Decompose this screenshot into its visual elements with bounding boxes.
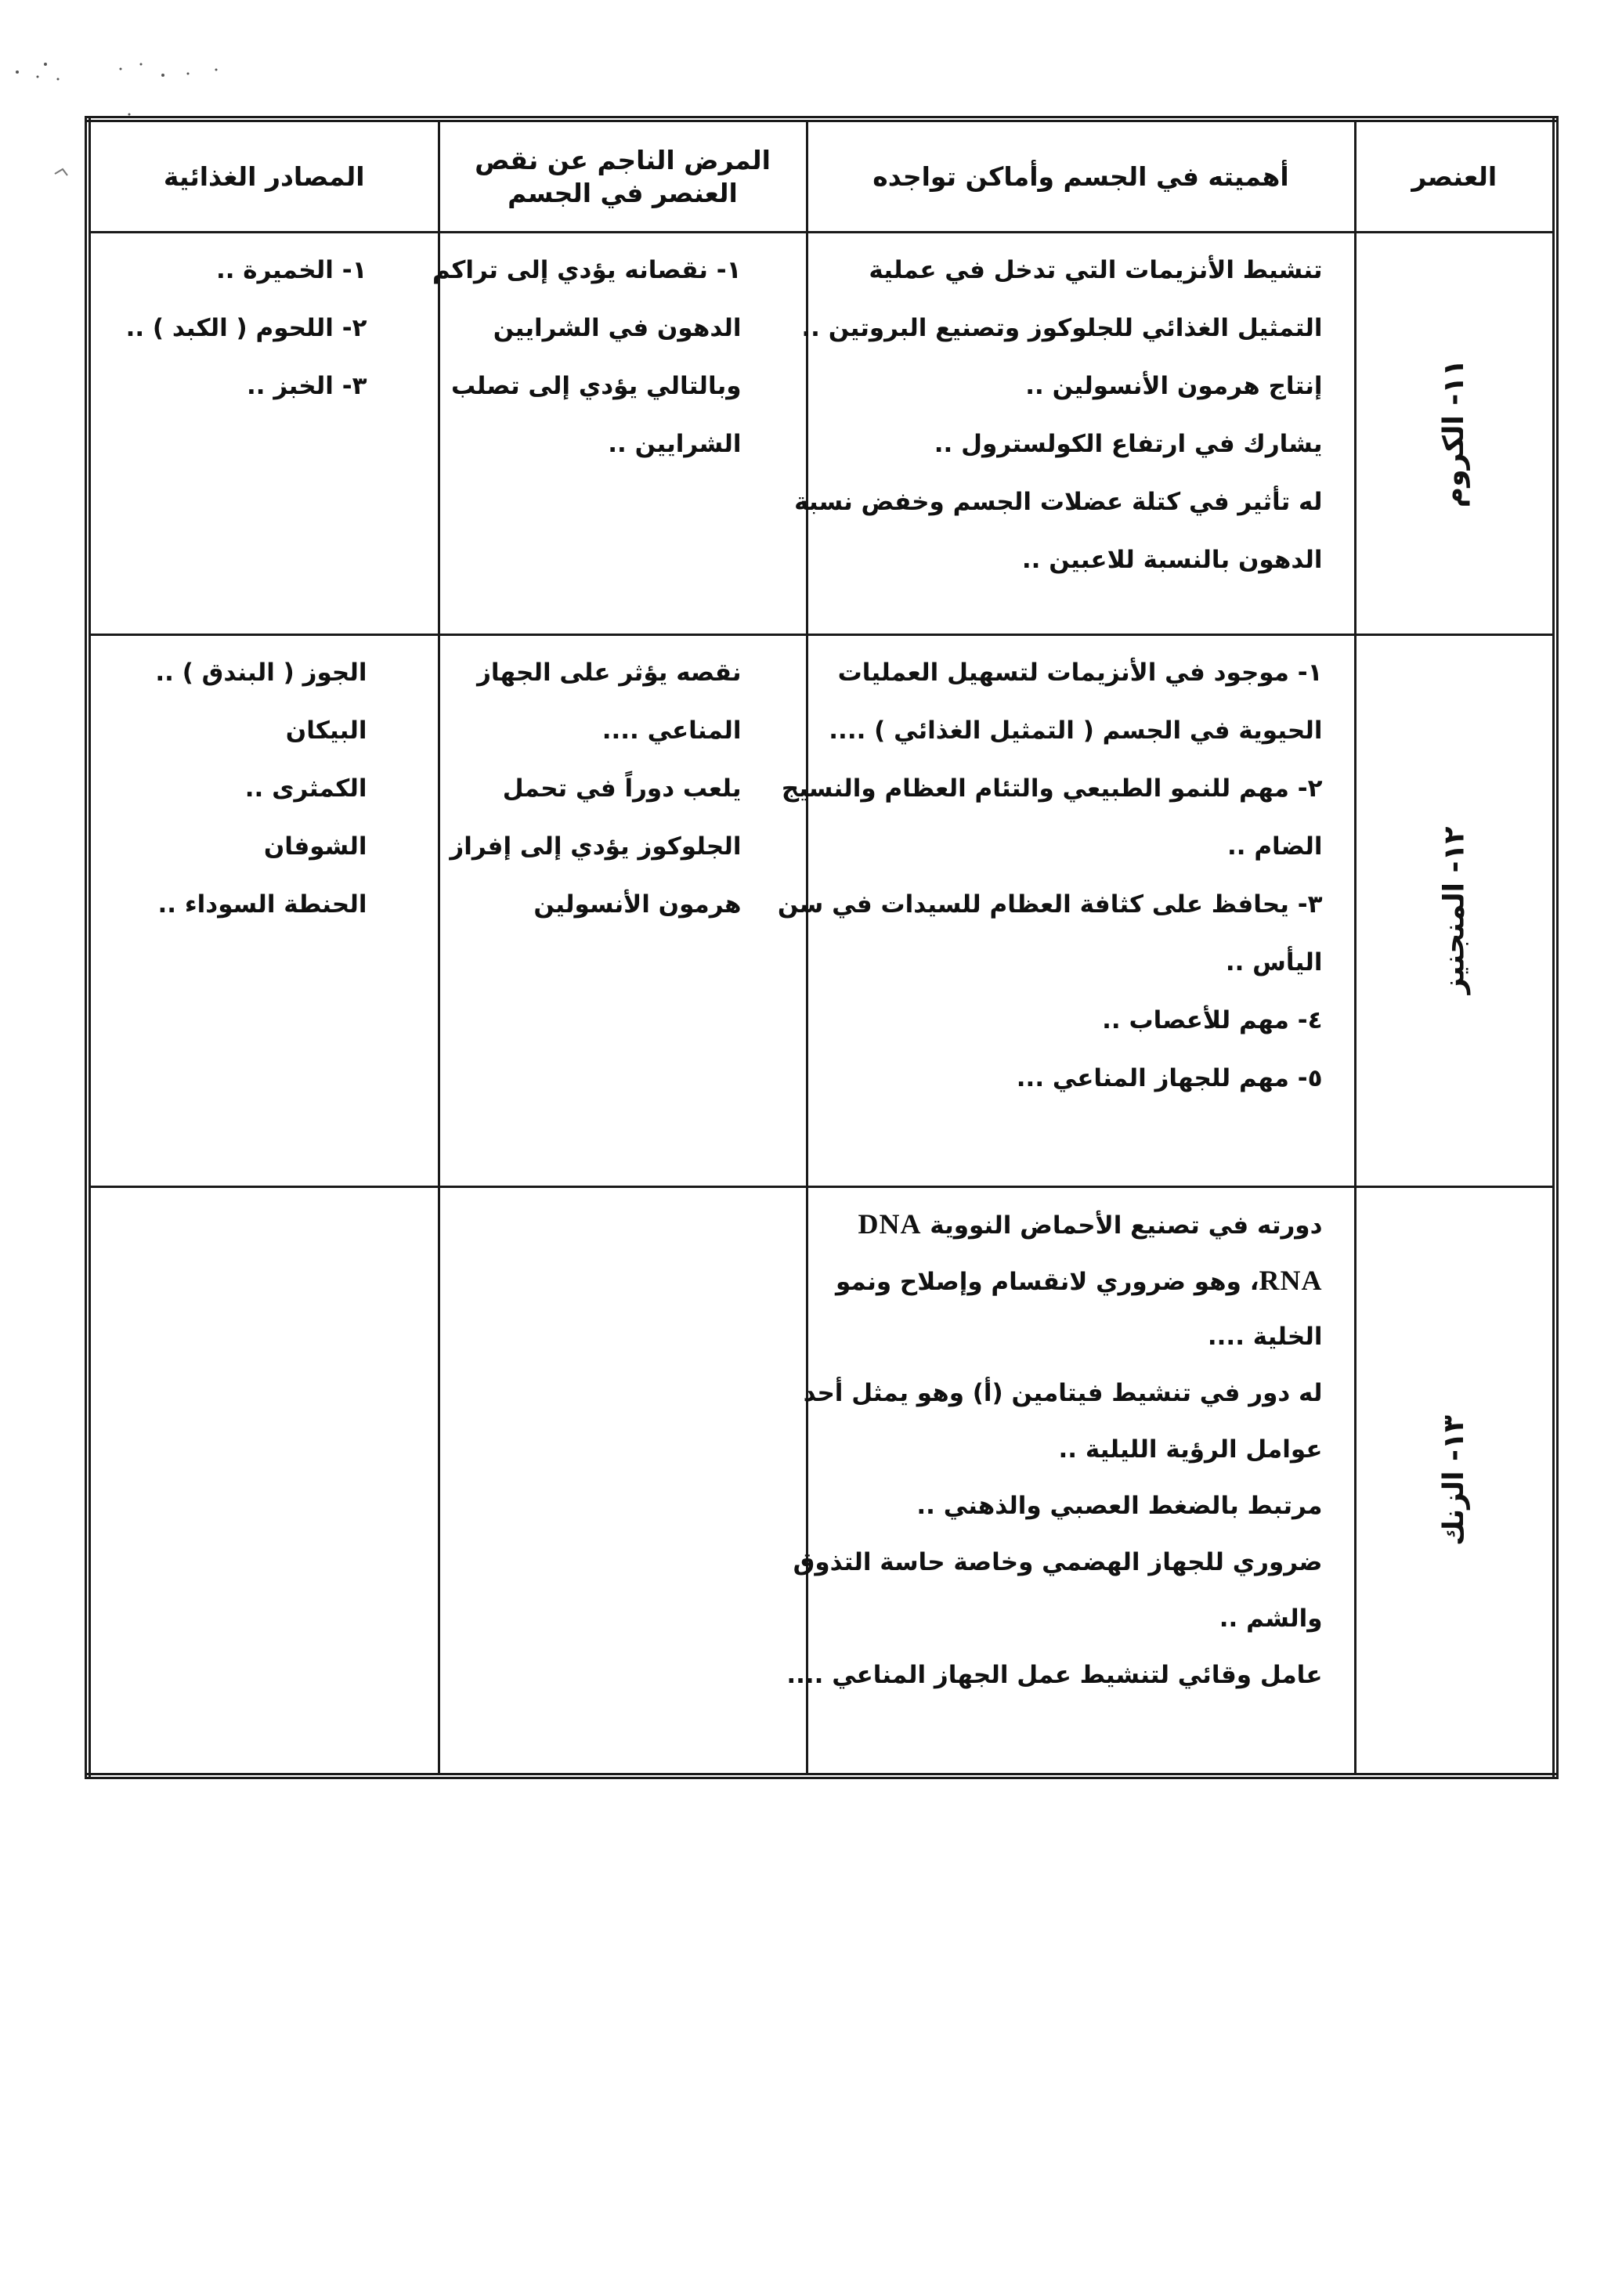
disease-line: الدهون في الشرايين [493,314,742,343]
disease-line: ١- نقصانه يؤدي إلى تراكم [432,256,742,285]
sources-list [91,233,438,415]
importance-line: إنتاج هرمون الأنسولين .. [1025,372,1323,401]
importance-text: ، وهو ضروري لانقسام وإصلاح ونمو [835,1267,1259,1296]
importance-line [818,1252,1323,1309]
importance-line: والشم .. [1219,1604,1323,1633]
source-line: الحنطة السوداء .. [157,890,367,919]
trace-elements-table [85,116,1559,1779]
sources-cell [88,1186,439,1776]
disease-cell [432,233,807,635]
importance-cell [794,233,1355,635]
header-sources: المصادر الغذائية [88,119,439,233]
importance-line: يشارك في ارتفاع الكولسترول .. [934,430,1323,459]
header-disease: المرض الناجم عن نقص العنصر في الجسم [439,119,807,233]
source-line: ٢- اللحوم ( الكبد ) .. [125,314,367,343]
disease-line: يلعب دوراً في تحمل [502,774,742,803]
source-line: ٣- الخبز .. [247,372,367,401]
importance-line: ضروري للجهاز الهضمي وخاصة حاسة التذوق [793,1547,1323,1576]
source-line: الجوز ( البندق ) .. [155,658,367,687]
table-row [88,1186,1555,1776]
importance-line: عامل وقائي لتنشيط عمل الجهاز المناعي .... [786,1660,1323,1689]
source-line: البيكان [285,716,367,745]
disease-line: وبالتالي يؤدي إلى تصلب [450,372,742,401]
importance-cell [786,1186,1355,1776]
importance-line: التمثيل الغذائي للجلوكوز وتصنيع البروتين .. [801,314,1323,343]
importance-list [794,233,1354,589]
importance-line: ١- موجود في الأنزيمات لتسهيل العمليات [837,658,1323,687]
importance-cell [777,634,1355,1186]
element-name: ١١- الكروم [1438,359,1471,508]
importance-line: مرتبط بالضغط العصبي والذهني .. [916,1491,1323,1520]
importance-line: ٤- مهم للأعصاب .. [1102,1005,1323,1034]
importance-line: له تأثير في كتلة عضلات الجسم وخفض نسبة [794,488,1323,517]
disease-list [432,233,806,473]
importance-list [786,1188,1354,1703]
importance-line: اليأس .. [1225,948,1323,977]
header-element: العنصر [1355,119,1555,233]
importance-line: الحيوية في الجسم ( التمثيل الغذائي ) .... [829,716,1323,745]
disease-line: الشرايين .. [608,430,742,459]
element-name: ١٣- الزنك [1438,1414,1471,1546]
table-row [88,233,1555,635]
element-cell [1355,233,1555,635]
disease-cell [439,1186,807,1776]
importance-list [777,636,1354,1107]
disease-line: هرمون الأنسولين [533,890,742,919]
table-row [88,634,1555,1186]
importance-line [818,1196,1323,1252]
element-cell [1355,634,1555,1186]
importance-line: ٢- مهم للنمو الطبيعي والتئام العظام والنسيج [781,774,1323,803]
importance-line: تنشيط الأنزيمات التي تدخل في عملية [869,256,1323,285]
sources-list [91,636,438,933]
sources-cell [88,233,439,635]
disease-list [440,636,806,933]
dna-label: DNA [858,1208,922,1240]
importance-line: ٥- مهم للجهاز المناعي ... [1016,1063,1323,1092]
element-cell [1355,1186,1555,1776]
disease-line: الجلوكوز يؤدي إلى إفراز [450,832,742,861]
disease-line: نقصه يؤثر على الجهاز [477,658,742,687]
header-importance: أهميته في الجسم وأماكن تواجده [807,119,1355,233]
disease-cell [439,634,807,1186]
sources-cell [88,634,439,1186]
importance-line: ٣- يحافظ على كثافة العظام للسيدات في سن [777,890,1323,919]
importance-line: له دور في تنشيط فيتامين (أ) وهو يمثل أحد [803,1378,1323,1407]
importance-line: عوامل الرؤية الليلية .. [1058,1435,1323,1464]
source-line: الشوفان [263,832,367,861]
importance-line: الضام .. [1226,832,1323,861]
element-name: ١٢- المنجنيز [1438,826,1471,995]
rna-label: RNA [1259,1264,1323,1296]
disease-line: المناعي .... [602,716,742,745]
importance-line: الدهون بالنسبة للاعبين .. [1021,546,1323,575]
importance-line: الخلية .... [1207,1322,1323,1351]
source-line: الكمثرى .. [244,774,367,803]
importance-text: دورته في تصنيع الأحماض النووية [930,1211,1323,1240]
header-row [88,119,1555,233]
source-line: ١- الخميرة .. [215,256,367,285]
